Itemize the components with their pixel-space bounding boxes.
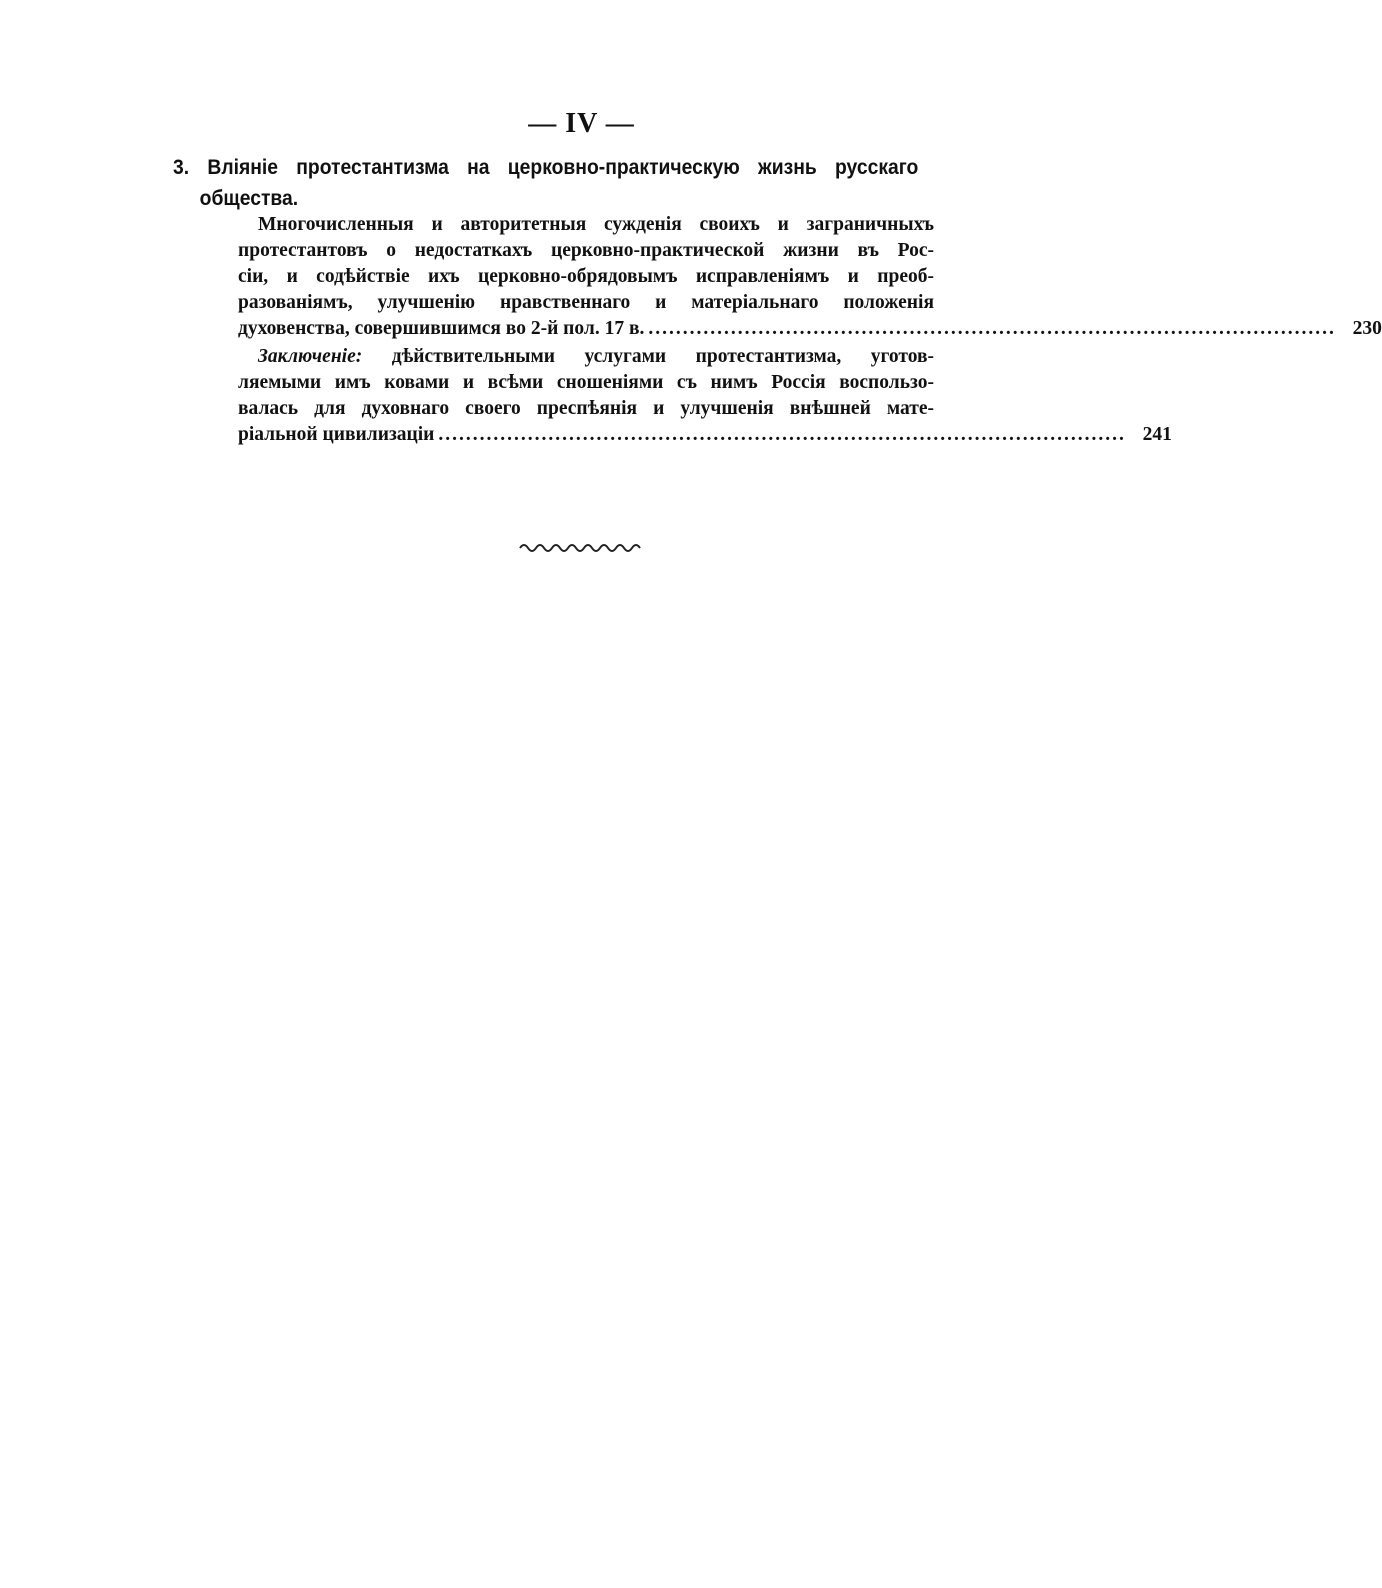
section-title-line2: общества. — [199, 187, 299, 210]
leader-dots: .................................................................................................... — [438, 424, 1126, 445]
section-title-line1: Вліяніе протестантизма на церковно-практическую жизнь русскаго — [207, 156, 919, 179]
text-line: протестантовъ о недостаткахъ церковно-практической жизни въ Рос- — [238, 240, 934, 261]
text-line: разованіямъ, улучшенію нравственнаго и матеріальнаго положенія — [238, 292, 934, 313]
text-line: валась для духовнаго своего преспѣянія и улучшенія внѣшней мате- — [238, 398, 934, 419]
text-line: Многочисленныя и авторитетныя сужденія своихъ и заграничныхъ — [258, 214, 934, 235]
text-line-with-page: духовенства, совершившимся во 2-й пол. 17 в. .................................................................................................... 230 — [238, 316, 978, 342]
text-line: сіи, и содѣйствіе ихъ церковно-обрядовымъ исправленіямъ и преоб- — [238, 266, 934, 287]
section-number: 3. — [173, 156, 190, 179]
text-line: ляемыми имъ ковами и всѣми сношеніями съ нимъ Россія воспользо- — [238, 372, 934, 393]
section-heading — [173, 152, 960, 214]
page-ref: 230 — [1352, 318, 1382, 339]
toc-entry-2 — [238, 344, 1172, 448]
toc-entry-1 — [238, 212, 1382, 342]
wavy-ornament — [518, 540, 642, 556]
page-ref: 241 — [1142, 424, 1172, 445]
text-line-with-page: ріальной цивилизаціи .................................................................................................... 241 — [238, 422, 978, 448]
leader-dots: .................................................................................................... — [648, 318, 1336, 339]
text-line: Заключеніе: дѣйствительными услугами протестантизма, уготов- — [258, 346, 935, 367]
page-number: — IV — — [528, 108, 635, 139]
conclusion-label: Заключеніе: — [258, 346, 363, 367]
